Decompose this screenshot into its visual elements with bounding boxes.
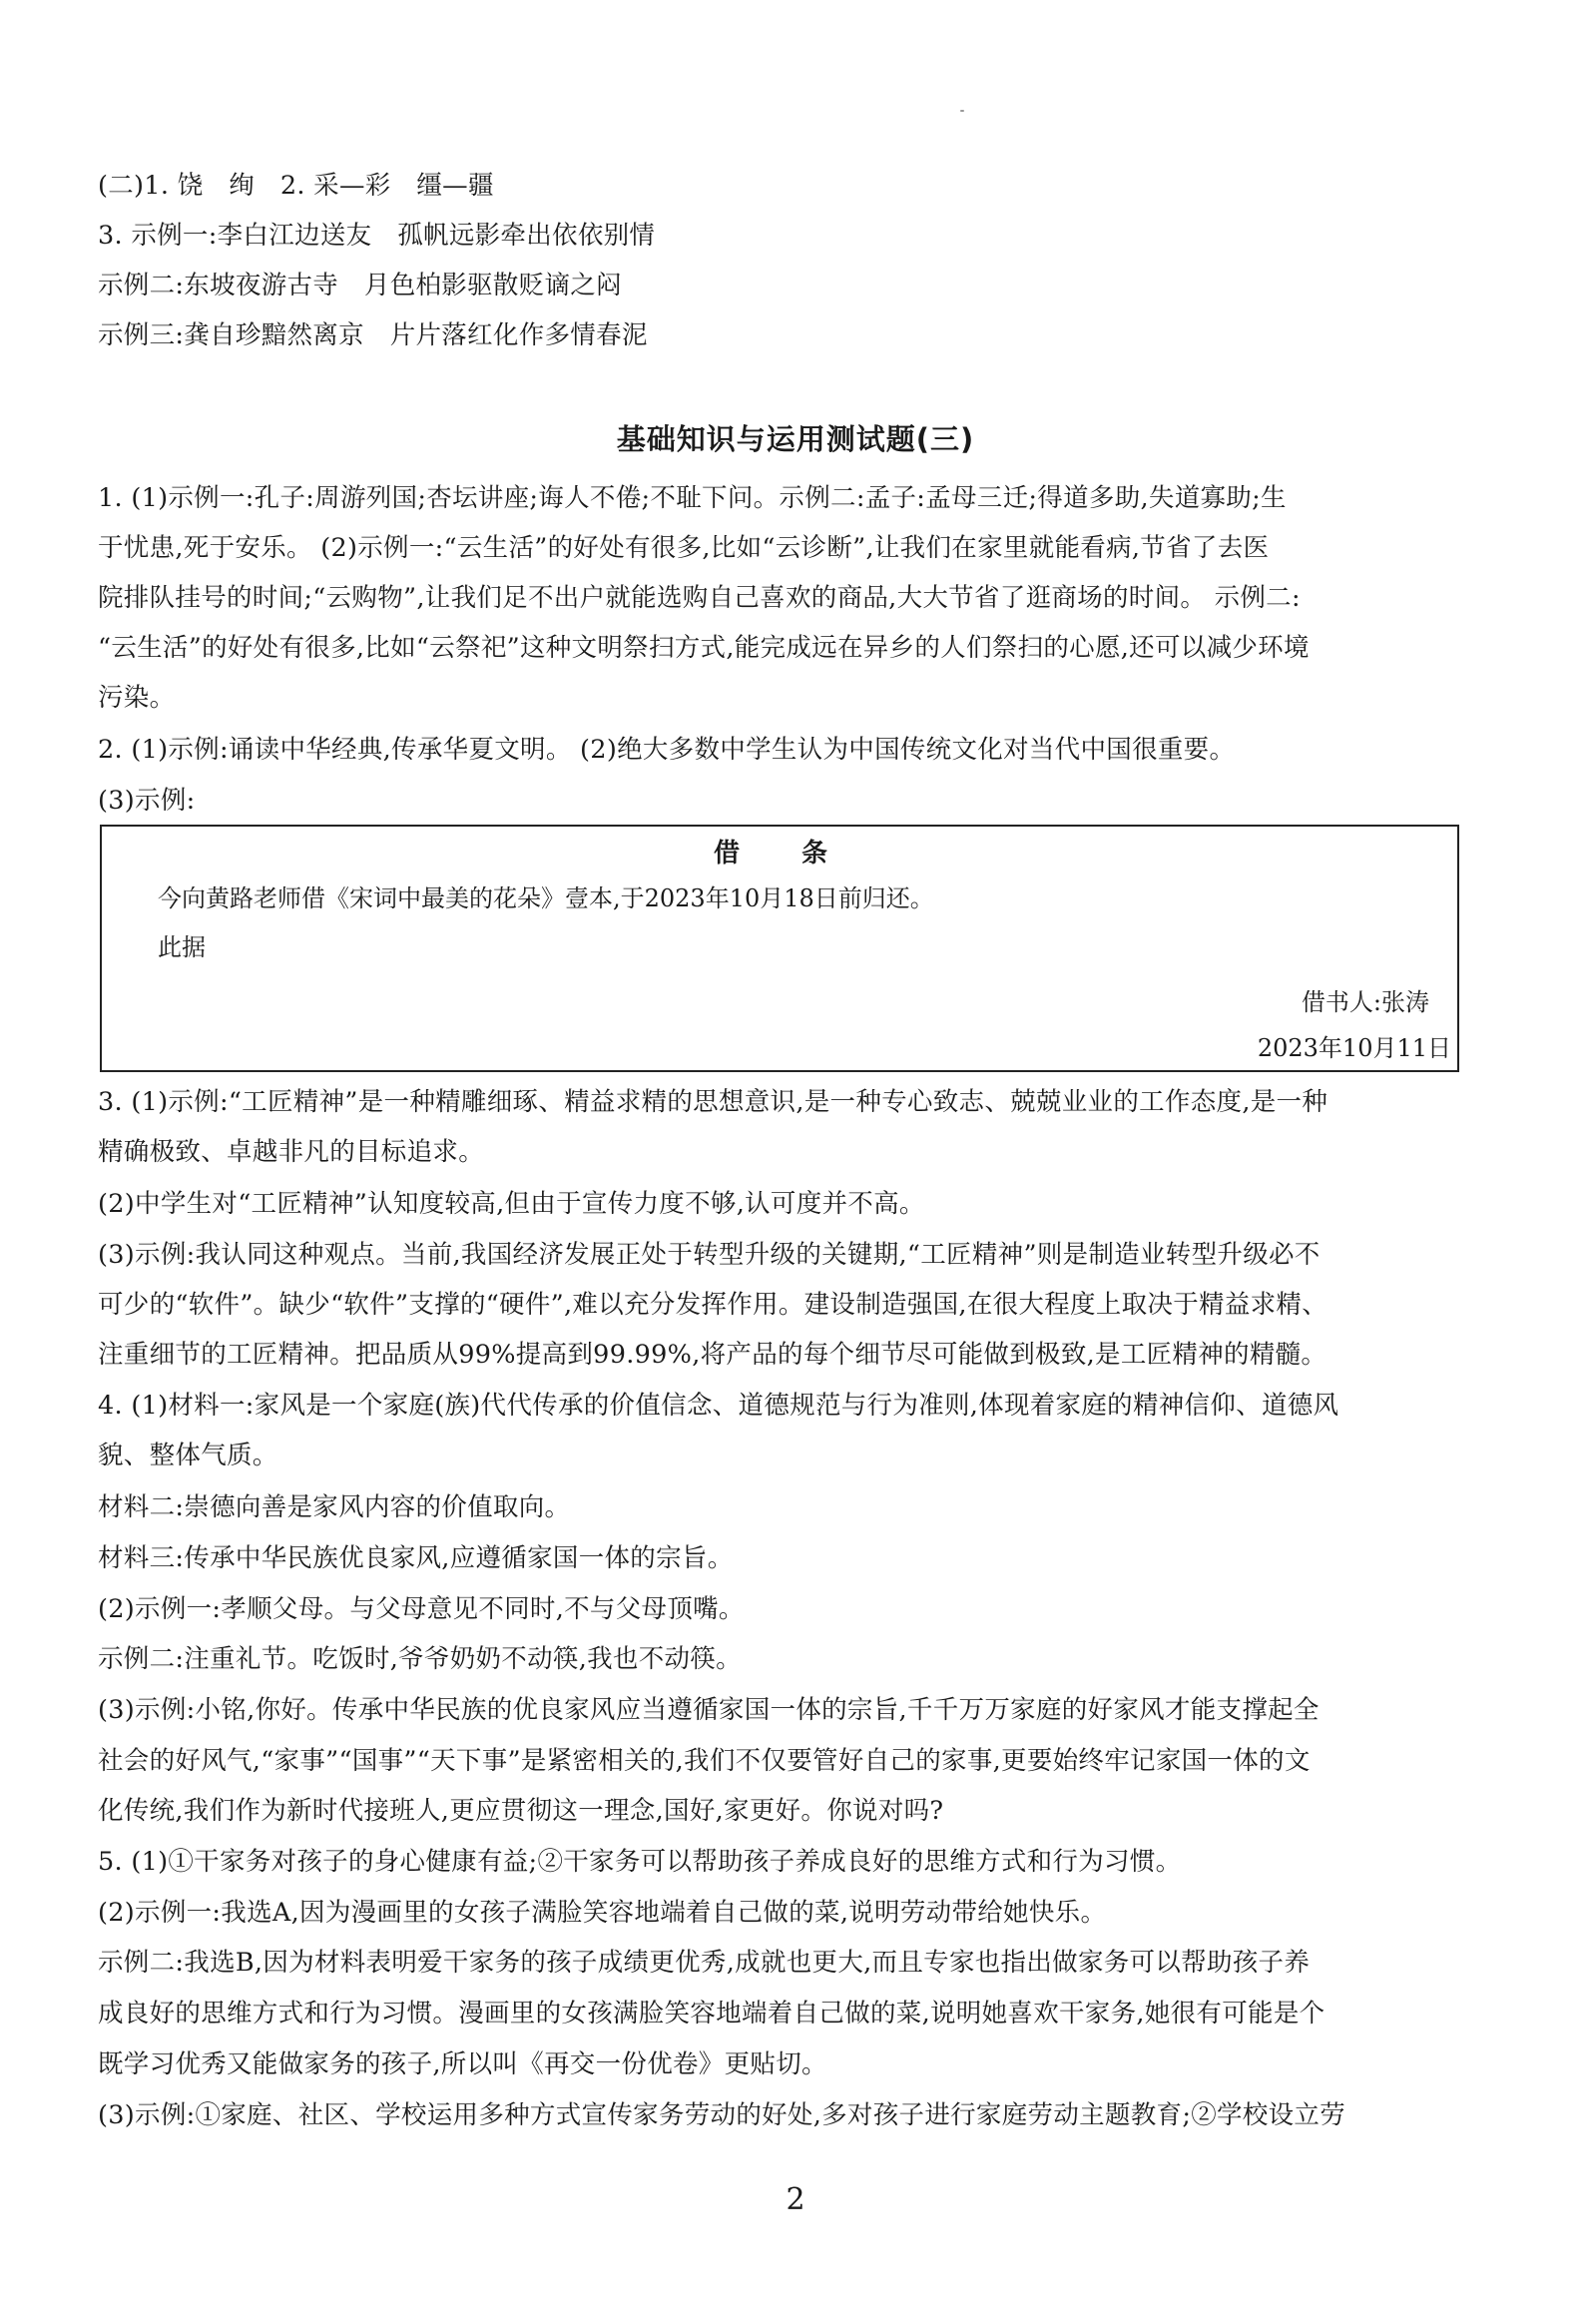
body-a-line-7: (3)示例: xyxy=(98,786,196,816)
body-b-line-3: (2)中学生对“工匠精神”认知度较高,但由于宣传力度不够,认可度并不高。 xyxy=(98,1189,925,1219)
body-a-line-6: 2. (1)示例:诵读中华经典,传承华夏文明。 (2)绝大多数中学生认为中国传统文化对当代中国很重要。 xyxy=(98,735,1236,765)
body-b-line-14: 社会的好风气,“家事”“国事”“天下事”是紧密相关的,我们不仅要管好自己的家事,更要始终牢记家国一体的文 xyxy=(98,1746,1311,1776)
body-b-line-12: 示例二:注重礼节。吃饭时,爷爷奶奶不动筷,我也不动筷。 xyxy=(98,1644,742,1674)
body-b-line-21: (3)示例:①家庭、社区、学校运用多种方式宣传家务劳动的好处,多对孩子进行家庭劳动主题教育;②学校设立劳 xyxy=(98,2100,1346,2130)
intro-line-1: (二)1. 饶 绚 2. 采—彩 缰—疆 xyxy=(98,171,494,201)
body-b-line-10: 材料三:传承中华民族优良家风,应遵循家国一体的宗旨。 xyxy=(98,1543,734,1573)
body-a-line-1: 1. (1)示例一:孔子:周游列国;杏坛讲座;诲人不倦;不耻下问。示例二:孟子:孟母三迁;得道多助,失道寡助;生 xyxy=(98,483,1287,513)
body-b-line-19: 成良好的思维方式和行为习惯。漫画里的女孩满脸笑容地端着自己做的菜,说明她喜欢干家务,她很有可能是个 xyxy=(98,1999,1326,2029)
body-b-line-8: 貌、整体气质。 xyxy=(98,1441,278,1470)
body-a-line-4: “云生活”的好处有很多,比如“云祭祀”这种文明祭扫方式,能完成远在异乡的人们祭扫的心愿,还可以减少环境 xyxy=(98,633,1310,663)
iou-note-text: 今向黄路老师借《宋词中最美的花朵》壹本,于2023年10月18日前归还。 xyxy=(158,884,934,912)
iou-note-title: 借 条 xyxy=(713,839,845,869)
intro-line-2: 3. 示例一:李白江边送友 孤帆远影牵出依依别情 xyxy=(98,221,656,251)
body-b-line-5: 可少的“软件”。缺少“软件”支撑的“硬件”,难以充分发挥作用。建设制造强国,在很大程度上取决于精益求精、 xyxy=(98,1290,1328,1320)
body-b-line-17: (2)示例一:我选A,因为漫画里的女孩子满脸笑容地端着自己做的菜,说明劳动带给她快乐。 xyxy=(98,1898,1107,1928)
body-a-line-5: 污染。 xyxy=(98,683,176,713)
iou-note-box xyxy=(100,825,1459,1072)
page-number: 2 xyxy=(786,2182,805,2217)
body-b-line-16: 5. (1)①干家务对孩子的身心健康有益;②干家务可以帮助孩子养成良好的思维方式和行为习惯。 xyxy=(98,1847,1182,1877)
iou-note-signer: 借书人:张涛 xyxy=(1301,988,1429,1016)
body-a-line-3: 院排队挂号的时间;“云购物”,让我们足不出户就能选购自己喜欢的商品,大大节省了逛商场的时间。 示例二: xyxy=(98,583,1301,613)
body-b-line-1: 3. (1)示例:“工匠精神”是一种精雕细琢、精益求精的思想意识,是一种专心致志、兢兢业业的工作态度,是一种 xyxy=(98,1087,1328,1117)
body-b-line-7: 4. (1)材料一:家风是一个家庭(族)代代传承的价值信念、道德规范与行为准则,体现着家庭的精神信仰、道德风 xyxy=(98,1391,1339,1421)
body-a-line-2: 于忧患,死于安乐。 (2)示例一:“云生活”的好处有很多,比如“云诊断”,让我们在家里就能看病,节省了去医 xyxy=(98,533,1270,563)
body-b-line-15: 化传统,我们作为新时代接班人,更应贯彻这一理念,国好,家更好。你说对吗? xyxy=(98,1796,944,1826)
body-b-line-4: (3)示例:我认同这种观点。当前,我国经济发展正处于转型升级的关键期,“工匠精神”则是制造业转型升级必不 xyxy=(98,1240,1321,1270)
body-b-line-18: 示例二:我选B,因为材料表明爱干家务的孩子成绩更优秀,成就也更大,而且专家也指出做家务可以帮助孩子养 xyxy=(98,1948,1311,1978)
body-b-line-6: 注重细节的工匠精神。把品质从99%提高到99.99%,将产品的每个细节尽可能做到极致,是工匠精神的精髓。 xyxy=(98,1340,1327,1370)
iou-note-closing: 此据 xyxy=(158,933,206,961)
section-title: 基础知识与运用测试题(三) xyxy=(616,422,975,456)
body-b-line-2: 精确极致、卓越非凡的目标追求。 xyxy=(98,1137,485,1167)
body-b-line-13: (3)示例:小铭,你好。传承中华民族的优良家风应当遵循家国一体的宗旨,千千万万家庭的好家风才能支撑起全 xyxy=(98,1695,1320,1725)
scan-speck xyxy=(960,110,964,112)
body-b-line-20: 既学习优秀又能做家务的孩子,所以叫《再交一份优卷》更贴切。 xyxy=(98,2049,827,2079)
body-b-line-11: (2)示例一:孝顺父母。与父母意见不同时,不与父母顶嘴。 xyxy=(98,1594,745,1624)
intro-line-4: 示例三:龚自珍黯然离京 片片落红化作多情春泥 xyxy=(98,320,648,350)
intro-line-3: 示例二:东坡夜游古寺 月色柏影驱散贬谪之闷 xyxy=(98,271,622,300)
body-b-line-9: 材料二:崇德向善是家风内容的价值取向。 xyxy=(98,1492,571,1522)
iou-note-date: 2023年10月11日 xyxy=(1257,1034,1451,1062)
